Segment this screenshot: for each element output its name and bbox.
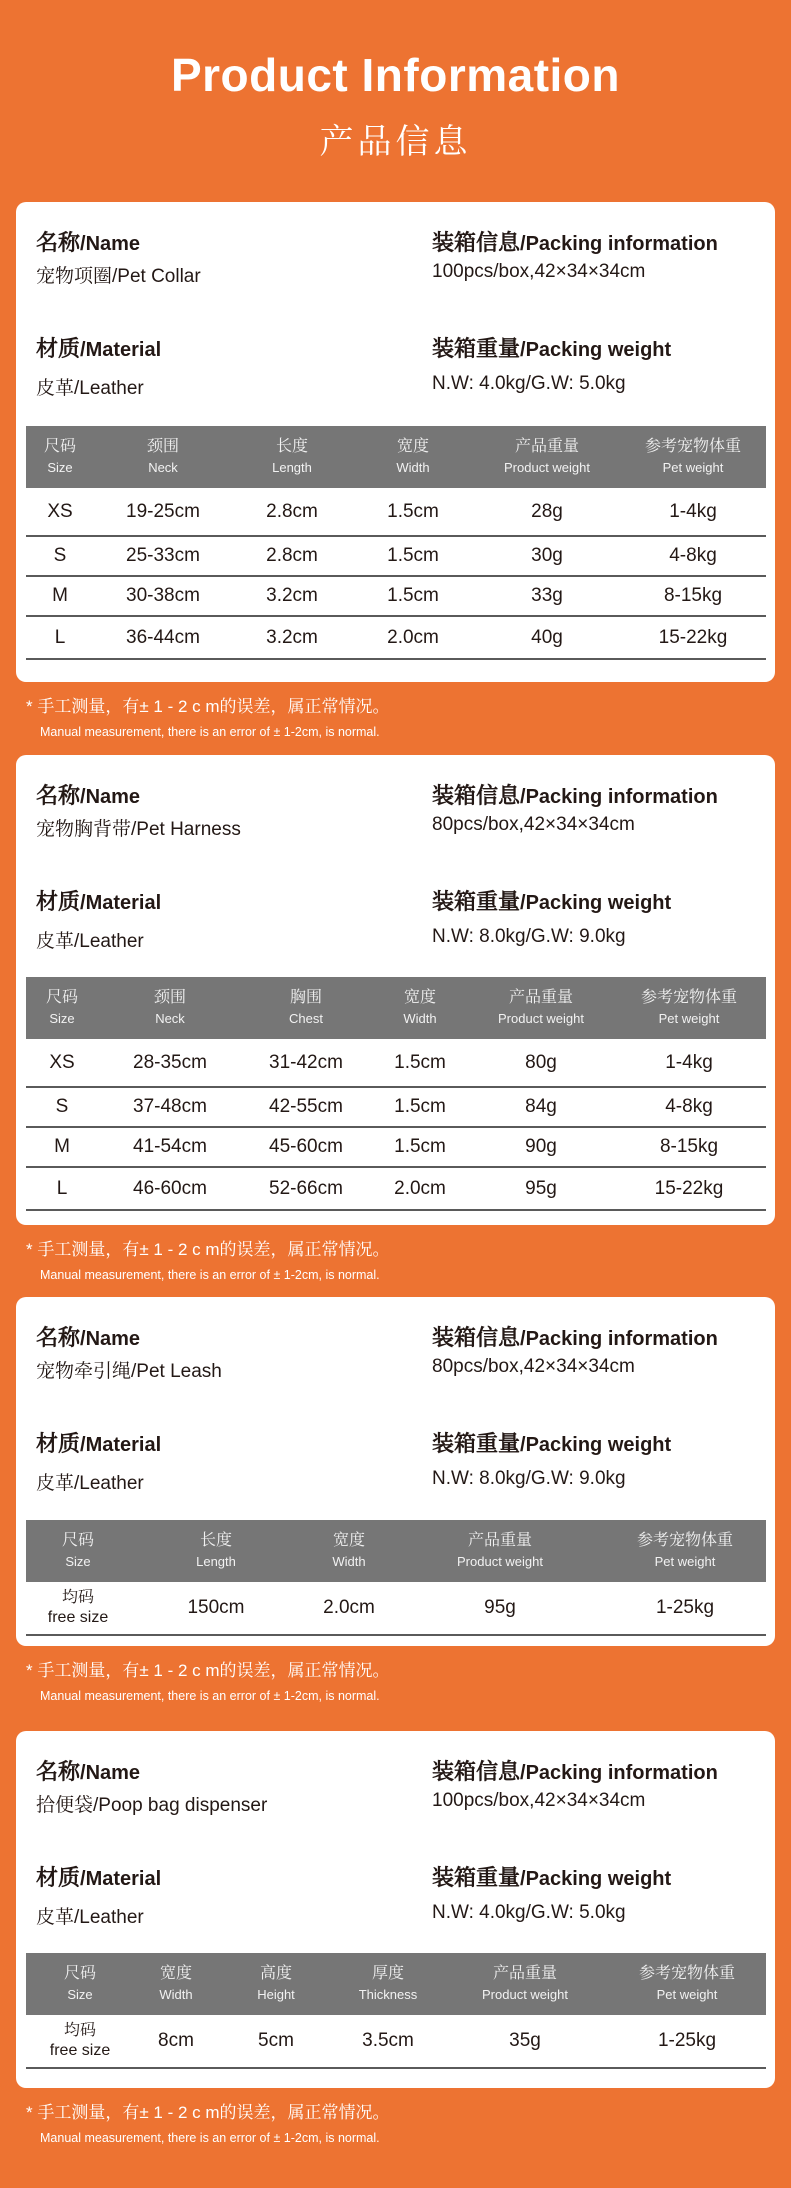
table-row <box>26 1039 766 1087</box>
packing-info-label <box>432 779 718 810</box>
packing-info-value: 80pcs/box,42×34×34cm <box>432 1356 635 1377</box>
table-cell: 30-38cm <box>94 576 232 616</box>
column-header-cn: 厚度 <box>371 1965 404 1982</box>
material-value: 皮革/Leather <box>36 1907 144 1928</box>
packing-weight-label-en: /Packing weight <box>520 1868 672 1890</box>
table-cell: 2.0cm <box>352 616 474 659</box>
packing-weight-label-cn: 装箱重量 <box>432 336 521 361</box>
column-header-en: Size <box>65 1554 91 1569</box>
table-row <box>26 1087 766 1127</box>
measurement-note-en: Manual measurement, there is an error of ± 1-2cm, is normal. <box>40 1268 380 1282</box>
size-en: free size <box>47 1609 109 1626</box>
measurement-note-cn: * 手工测量，有± 1 - 2 c m的误差，属正常情况。 <box>26 697 390 716</box>
table-row <box>26 1582 766 1635</box>
column-header-cn: 产品重量 <box>508 989 573 1006</box>
column-header-cn: 宽度 <box>159 1965 192 1982</box>
column-header-cn: 产品重量 <box>467 1532 532 1549</box>
column-header-cn: 宽度 <box>403 989 436 1006</box>
table-cell: 3.2cm <box>232 576 352 616</box>
column-header-cn: 颈围 <box>146 438 179 455</box>
column-header <box>26 426 94 488</box>
table-cell: 41-54cm <box>98 1127 242 1167</box>
name-field <box>36 779 241 841</box>
page-subtitle: 产品信息 <box>319 122 472 162</box>
column-header-cn: 参考宠物体重 <box>640 989 737 1006</box>
column-header <box>352 426 474 488</box>
table-cell <box>26 1582 130 1635</box>
packing-info-label-cn: 装箱信息 <box>432 1325 521 1350</box>
column-header <box>242 977 370 1039</box>
column-header-en: Product weight <box>457 1554 543 1569</box>
table-cell: XS <box>26 488 94 536</box>
packing-weight-field <box>432 1861 671 1924</box>
table-cell: 1.5cm <box>352 488 474 536</box>
table-cell: 1.5cm <box>370 1127 470 1167</box>
column-header <box>302 1520 396 1582</box>
column-header <box>608 1953 766 2015</box>
column-header-en: Length <box>196 1554 236 1569</box>
measurement-note <box>26 692 390 739</box>
packing-info-label-cn: 装箱信息 <box>432 230 521 255</box>
packing-info-field <box>432 1321 718 1378</box>
table-cell: 33g <box>474 576 620 616</box>
packing-info-field <box>432 779 718 836</box>
column-header-en: Size <box>67 1987 93 2002</box>
table-cell: 36-44cm <box>94 616 232 659</box>
material-value: 皮革/Leather <box>36 378 144 399</box>
measurement-note-cn: * 手工测量，有± 1 - 2 c m的误差，属正常情况。 <box>26 1240 390 1259</box>
column-header-en: Thickness <box>358 1987 418 2002</box>
material-label <box>36 1861 161 1892</box>
name-field <box>36 1321 222 1383</box>
table-cell: 46-60cm <box>98 1167 242 1210</box>
name-field <box>36 226 201 288</box>
table-cell: 1-4kg <box>620 488 766 536</box>
packing-info-label-en: /Packing information <box>520 1762 718 1784</box>
size-table <box>26 1953 766 2069</box>
column-header <box>98 977 242 1039</box>
column-header <box>232 426 352 488</box>
packing-weight-label-cn: 装箱重量 <box>432 889 521 914</box>
table-cell: 8cm <box>134 2015 218 2068</box>
table-cell: 2.0cm <box>302 1582 396 1635</box>
table-cell: 4-8kg <box>612 1087 766 1127</box>
table-cell: 2.0cm <box>370 1167 470 1210</box>
column-header <box>334 1953 442 2015</box>
table-cell: 95g <box>470 1167 612 1210</box>
table-row <box>26 1167 766 1210</box>
name-label-en: /Name <box>80 786 141 808</box>
column-header <box>442 1953 608 2015</box>
column-header <box>474 426 620 488</box>
column-header <box>604 1520 766 1582</box>
table-cell: 3.2cm <box>232 616 352 659</box>
material-field <box>36 885 161 953</box>
name-label-en: /Name <box>80 1762 141 1784</box>
size-table <box>26 977 766 1211</box>
column-header <box>26 977 98 1039</box>
column-header-en: Width <box>332 1554 366 1569</box>
table-cell: 2.8cm <box>232 536 352 576</box>
packing-weight-label <box>432 1427 671 1458</box>
table-row <box>26 576 766 616</box>
table-cell: S <box>26 536 94 576</box>
column-header <box>134 1953 218 2015</box>
packing-info-value: 100pcs/box,42×34×34cm <box>432 261 646 282</box>
table-row <box>26 1127 766 1167</box>
table-row <box>26 616 766 659</box>
column-header-cn: 尺码 <box>61 1532 94 1549</box>
packing-weight-label-en: /Packing weight <box>520 1434 672 1456</box>
name-field <box>36 1755 267 1817</box>
column-header-en: Pet weight <box>658 1011 720 1026</box>
packing-weight-field <box>432 1427 671 1490</box>
table-cell: 45-60cm <box>242 1127 370 1167</box>
column-header-en: Size <box>47 460 73 475</box>
column-header <box>370 977 470 1039</box>
table-cell: 84g <box>470 1087 612 1127</box>
table-cell: 37-48cm <box>98 1087 242 1127</box>
packing-weight-label <box>432 1861 671 1892</box>
column-header-en: Pet weight <box>662 460 724 475</box>
table-cell: 1.5cm <box>370 1039 470 1087</box>
material-label <box>36 885 161 916</box>
column-header-cn: 尺码 <box>63 1965 96 1982</box>
material-label-cn: 材质 <box>36 336 81 361</box>
table-cell: 4-8kg <box>620 536 766 576</box>
column-header-cn: 宽度 <box>396 438 429 455</box>
column-header-cn: 长度 <box>199 1532 232 1549</box>
column-header-en: Neck <box>148 460 178 475</box>
measurement-note-cn: * 手工测量，有± 1 - 2 c m的误差，属正常情况。 <box>26 2103 390 2122</box>
packing-info-label-en: /Packing information <box>520 1328 718 1350</box>
name-label-cn: 名称 <box>36 1325 81 1350</box>
table-cell: 1.5cm <box>352 576 474 616</box>
table-cell: 31-42cm <box>242 1039 370 1087</box>
material-value: 皮革/Leather <box>36 1473 144 1494</box>
packing-weight-label <box>432 332 671 363</box>
measurement-note <box>26 1235 390 1282</box>
table-cell: 95g <box>396 1582 604 1635</box>
column-header-en: Length <box>272 460 312 475</box>
column-header-cn: 胸围 <box>289 989 322 1006</box>
table-cell: 28g <box>474 488 620 536</box>
table-cell: 150cm <box>130 1582 302 1635</box>
packing-info-label <box>432 226 718 257</box>
table-cell: XS <box>26 1039 98 1087</box>
table-cell: 5cm <box>218 2015 334 2068</box>
material-field <box>36 1427 161 1495</box>
packing-info-label-en: /Packing information <box>520 786 718 808</box>
table-cell: 30g <box>474 536 620 576</box>
column-header-en: Size <box>49 1011 75 1026</box>
material-label-en: /Material <box>80 1868 162 1890</box>
size-table <box>26 426 766 660</box>
table-cell: 1-25kg <box>604 1582 766 1635</box>
measurement-note-en: Manual measurement, there is an error of ± 1-2cm, is normal. <box>40 725 380 739</box>
column-header <box>396 1520 604 1582</box>
material-label-en: /Material <box>80 339 162 361</box>
column-header-en: Height <box>257 1987 295 2002</box>
column-header-en: Width <box>403 1011 437 1026</box>
packing-info-label-cn: 装箱信息 <box>432 783 521 808</box>
name-value: 宠物胸背带/Pet Harness <box>36 819 241 840</box>
name-label-cn: 名称 <box>36 230 81 255</box>
product-card <box>16 1731 775 2088</box>
packing-weight-value: N.W: 4.0kg/G.W: 5.0kg <box>432 373 626 394</box>
table-cell: 1.5cm <box>352 536 474 576</box>
size-cn: 均码 <box>63 2022 96 2039</box>
material-label <box>36 1427 161 1458</box>
column-header <box>612 977 766 1039</box>
column-header-en: Pet weight <box>656 1987 718 2002</box>
packing-weight-value: N.W: 8.0kg/G.W: 9.0kg <box>432 1468 626 1489</box>
column-header-cn: 参考宠物体重 <box>644 438 741 455</box>
column-header <box>620 426 766 488</box>
name-label <box>36 1755 267 1786</box>
table-cell: 52-66cm <box>242 1167 370 1210</box>
table-cell: 35g <box>442 2015 608 2068</box>
table-cell: M <box>26 576 94 616</box>
measurement-note-cn: * 手工测量，有± 1 - 2 c m的误差，属正常情况。 <box>26 1661 390 1680</box>
table-cell: 15-22kg <box>612 1167 766 1210</box>
table-cell: S <box>26 1087 98 1127</box>
column-header-cn: 产品重量 <box>514 438 579 455</box>
name-label <box>36 226 201 257</box>
name-label <box>36 1321 222 1352</box>
table-cell: 15-22kg <box>620 616 766 659</box>
column-header-cn: 参考宠物体重 <box>638 1965 735 1982</box>
material-label-en: /Material <box>80 892 162 914</box>
table-row <box>26 536 766 576</box>
size-en: free size <box>49 2042 111 2059</box>
column-header <box>26 1520 130 1582</box>
column-header <box>26 1953 134 2015</box>
column-header <box>130 1520 302 1582</box>
column-header-cn: 颈围 <box>153 989 186 1006</box>
size-cn: 均码 <box>61 1589 94 1606</box>
column-header-en: Product weight <box>482 1987 568 2002</box>
material-label-cn: 材质 <box>36 1865 81 1890</box>
material-label-cn: 材质 <box>36 889 81 914</box>
table-cell: 8-15kg <box>612 1127 766 1167</box>
table-header-row <box>26 1953 766 2015</box>
packing-info-label <box>432 1321 718 1352</box>
measurement-note <box>26 2098 390 2145</box>
column-header-cn: 尺码 <box>45 989 78 1006</box>
table-header-row <box>26 426 766 488</box>
table-cell: 90g <box>470 1127 612 1167</box>
table-cell <box>26 2015 134 2068</box>
table-row <box>26 2015 766 2068</box>
table-row <box>26 488 766 536</box>
table-cell: M <box>26 1127 98 1167</box>
column-header <box>470 977 612 1039</box>
table-cell: 28-35cm <box>98 1039 242 1087</box>
packing-weight-label-cn: 装箱重量 <box>432 1865 521 1890</box>
measurement-note-en: Manual measurement, there is an error of ± 1-2cm, is normal. <box>40 2131 380 2145</box>
name-label-cn: 名称 <box>36 1759 81 1784</box>
packing-weight-label <box>432 885 671 916</box>
table-cell: 19-25cm <box>94 488 232 536</box>
table-cell: 42-55cm <box>242 1087 370 1127</box>
column-header <box>218 1953 334 2015</box>
column-header-cn: 长度 <box>275 438 308 455</box>
name-label-cn: 名称 <box>36 783 81 808</box>
column-header-en: Product weight <box>498 1011 584 1026</box>
packing-info-label-en: /Packing information <box>520 233 718 255</box>
material-field <box>36 332 161 400</box>
column-header-en: Width <box>396 460 430 475</box>
table-cell: 3.5cm <box>334 2015 442 2068</box>
name-label-en: /Name <box>80 233 141 255</box>
column-header-en: Product weight <box>504 460 590 475</box>
material-value: 皮革/Leather <box>36 931 144 952</box>
column-header-cn: 高度 <box>259 1965 292 1982</box>
packing-weight-field <box>432 332 671 395</box>
table-cell: 2.8cm <box>232 488 352 536</box>
product-card <box>16 202 775 682</box>
material-label-cn: 材质 <box>36 1431 81 1456</box>
table-cell: 1-25kg <box>608 2015 766 2068</box>
name-value: 拾便袋/Poop bag dispenser <box>36 1795 268 1816</box>
packing-weight-label-en: /Packing weight <box>520 339 672 361</box>
material-label-en: /Material <box>80 1434 162 1456</box>
packing-weight-label-cn: 装箱重量 <box>432 1431 521 1456</box>
name-value: 宠物牵引绳/Pet Leash <box>36 1361 222 1382</box>
product-card <box>16 1297 775 1646</box>
table-cell: 40g <box>474 616 620 659</box>
packing-info-label <box>432 1755 718 1786</box>
table-cell: 8-15kg <box>620 576 766 616</box>
packing-info-field <box>432 1755 718 1812</box>
packing-info-value: 80pcs/box,42×34×34cm <box>432 814 635 835</box>
packing-info-label-cn: 装箱信息 <box>432 1759 521 1784</box>
measurement-note-en: Manual measurement, there is an error of ± 1-2cm, is normal. <box>40 1689 380 1703</box>
column-header-cn: 宽度 <box>332 1532 365 1549</box>
column-header-en: Neck <box>155 1011 185 1026</box>
table-cell: 80g <box>470 1039 612 1087</box>
column-header-en: Width <box>159 1987 193 2002</box>
packing-weight-field <box>432 885 671 948</box>
column-header-cn: 参考宠物体重 <box>636 1532 733 1549</box>
table-cell: 25-33cm <box>94 536 232 576</box>
packing-weight-value: N.W: 8.0kg/G.W: 9.0kg <box>432 926 626 947</box>
material-label <box>36 332 161 363</box>
packing-weight-label-en: /Packing weight <box>520 892 672 914</box>
table-cell: L <box>26 616 94 659</box>
page-title: Product Information <box>170 49 621 101</box>
column-header-en: Chest <box>289 1011 323 1026</box>
column-header-cn: 产品重量 <box>492 1965 557 1982</box>
table-cell: 1-4kg <box>612 1039 766 1087</box>
size-table <box>26 1520 766 1636</box>
table-header-row <box>26 1520 766 1582</box>
name-label <box>36 779 241 810</box>
name-value: 宠物项圈/Pet Collar <box>36 266 201 287</box>
table-header-row <box>26 977 766 1039</box>
column-header-cn: 尺码 <box>43 438 76 455</box>
measurement-note <box>26 1656 390 1703</box>
packing-info-value: 100pcs/box,42×34×34cm <box>432 1790 646 1811</box>
name-label-en: /Name <box>80 1328 141 1350</box>
column-header <box>94 426 232 488</box>
table-cell: L <box>26 1167 98 1210</box>
column-header-en: Pet weight <box>654 1554 716 1569</box>
material-field <box>36 1861 161 1929</box>
product-card <box>16 755 775 1225</box>
packing-weight-value: N.W: 4.0kg/G.W: 5.0kg <box>432 1902 626 1923</box>
table-cell: 1.5cm <box>370 1087 470 1127</box>
packing-info-field <box>432 226 718 283</box>
